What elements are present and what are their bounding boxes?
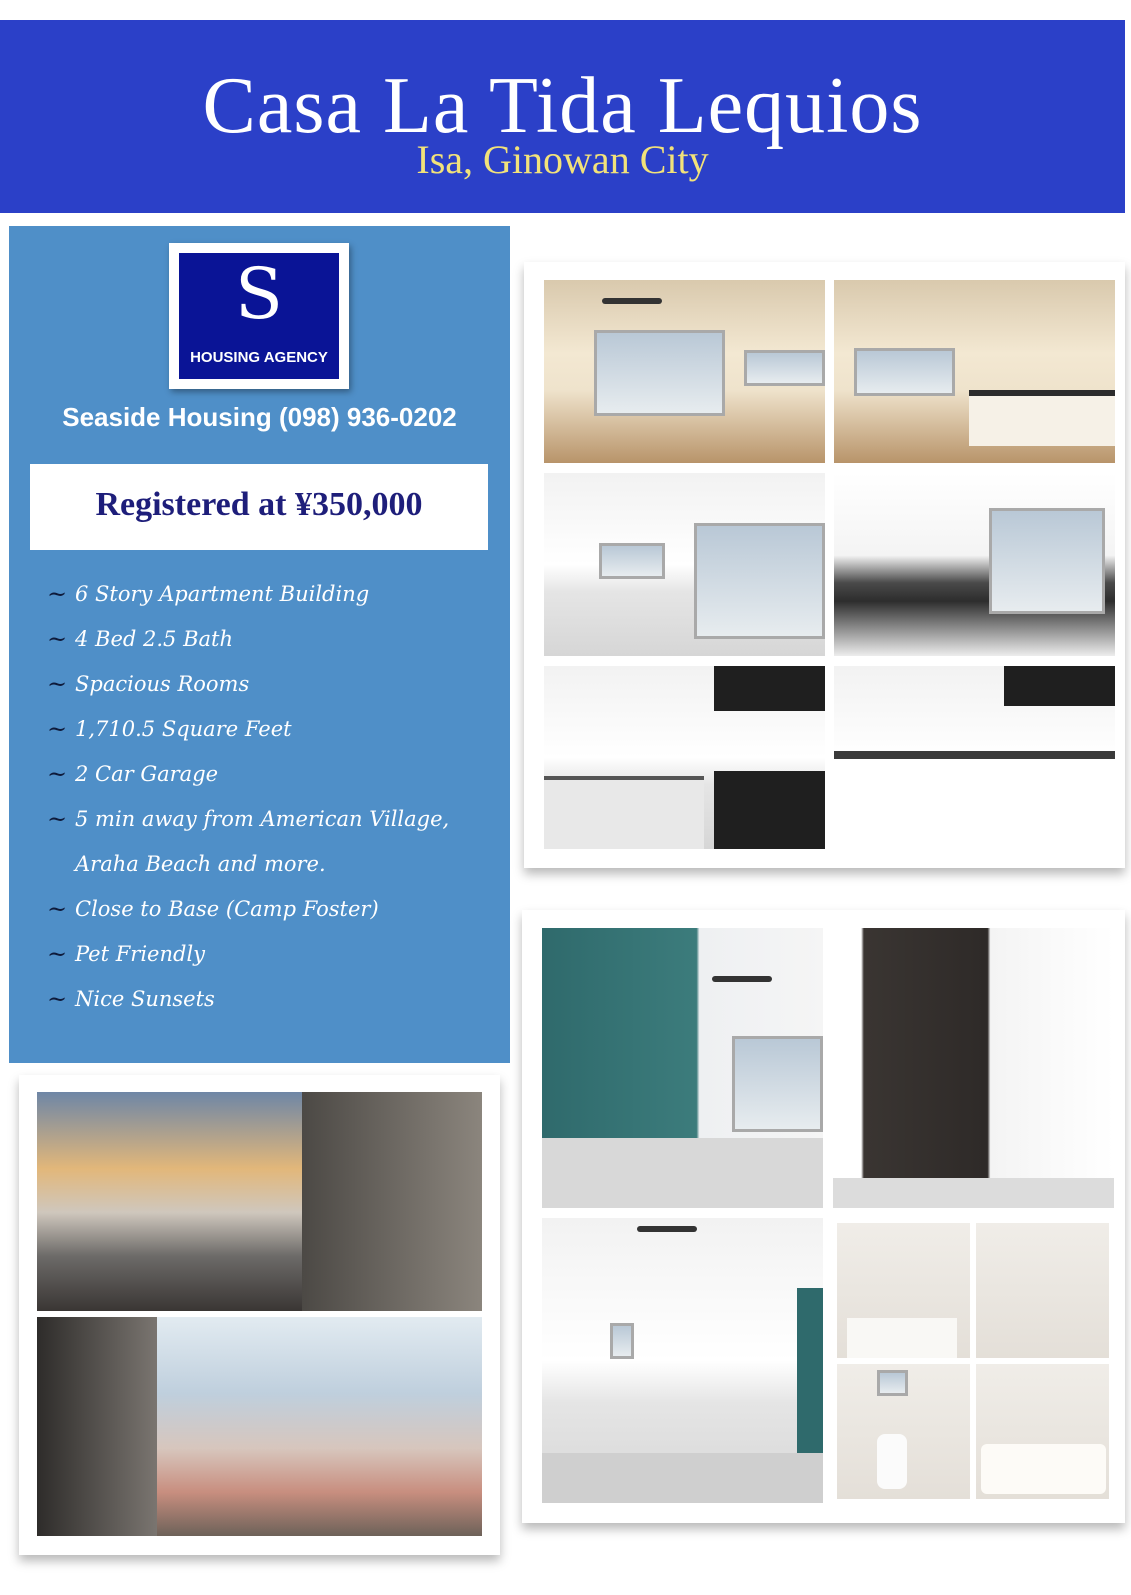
price-box (30, 464, 488, 550)
feature-item: ~ Nice Sunsets (47, 977, 455, 1022)
agency-contact: Seaside Housing (098) 936-0202 (62, 402, 457, 432)
living-room-photo (544, 280, 825, 463)
feature-item: ~ 1,710.5 Square Feet (47, 707, 455, 752)
kitchen-photo (834, 280, 1115, 463)
closet-photo (833, 928, 1114, 1208)
logo-s-mark: S (235, 253, 283, 335)
tilde-bullet-icon: ~ (47, 670, 68, 698)
sunset-balcony-photo (37, 1092, 482, 1311)
tilde-bullet-icon: ~ (47, 715, 68, 743)
price-label: Registered at ¥350,000 (95, 486, 423, 523)
vanity-photo (837, 1223, 970, 1358)
feature-item: ~ Spacious Rooms (47, 662, 455, 707)
living-room-corner-photo (544, 473, 825, 656)
bedroom-photo (542, 1218, 823, 1503)
property-location: Isa, Ginowan City (416, 137, 709, 182)
feature-item: ~ 2 Car Garage (47, 752, 455, 797)
kitchen-counter-photo (834, 666, 1115, 849)
bedroom-teal-wall-photo (542, 928, 823, 1208)
toilet-photo (837, 1364, 970, 1499)
ocean-view-photo (37, 1317, 482, 1536)
feature-list (47, 572, 455, 1022)
info-panel (9, 226, 510, 1063)
tilde-bullet-icon: ~ (47, 760, 68, 788)
tilde-bullet-icon: ~ (47, 580, 68, 608)
property-title: Casa La Tida Lequios (202, 62, 923, 150)
tilde-bullet-icon: ~ (47, 805, 68, 833)
feature-item: ~ Close to Base (Camp Foster) (47, 887, 455, 932)
view-photo-card (19, 1075, 500, 1555)
tilde-bullet-icon: ~ (47, 940, 68, 968)
feature-item: ~ 6 Story Apartment Building (47, 572, 455, 617)
agency-logo (179, 253, 339, 379)
header-banner (0, 20, 1125, 213)
feature-item: ~ 4 Bed 2.5 Bath (47, 617, 455, 662)
tilde-bullet-icon: ~ (47, 625, 68, 653)
tilde-bullet-icon: ~ (47, 985, 68, 1013)
logo-text: HOUSING AGENCY (190, 349, 328, 366)
kitchen-sink-photo (544, 666, 825, 849)
kitchen-island-photo (834, 473, 1115, 656)
feature-item: ~ Pet Friendly (47, 932, 455, 977)
bathtub-photo (976, 1364, 1109, 1499)
living-dining-photo-card (524, 262, 1125, 868)
bedroom-bath-photo-card (522, 910, 1125, 1523)
agency-logo-frame (169, 243, 349, 389)
tilde-bullet-icon: ~ (47, 895, 68, 923)
feature-item: ~ 5 min away from American Village, Araha Beach and more. (47, 797, 455, 887)
shower-photo (976, 1223, 1109, 1358)
